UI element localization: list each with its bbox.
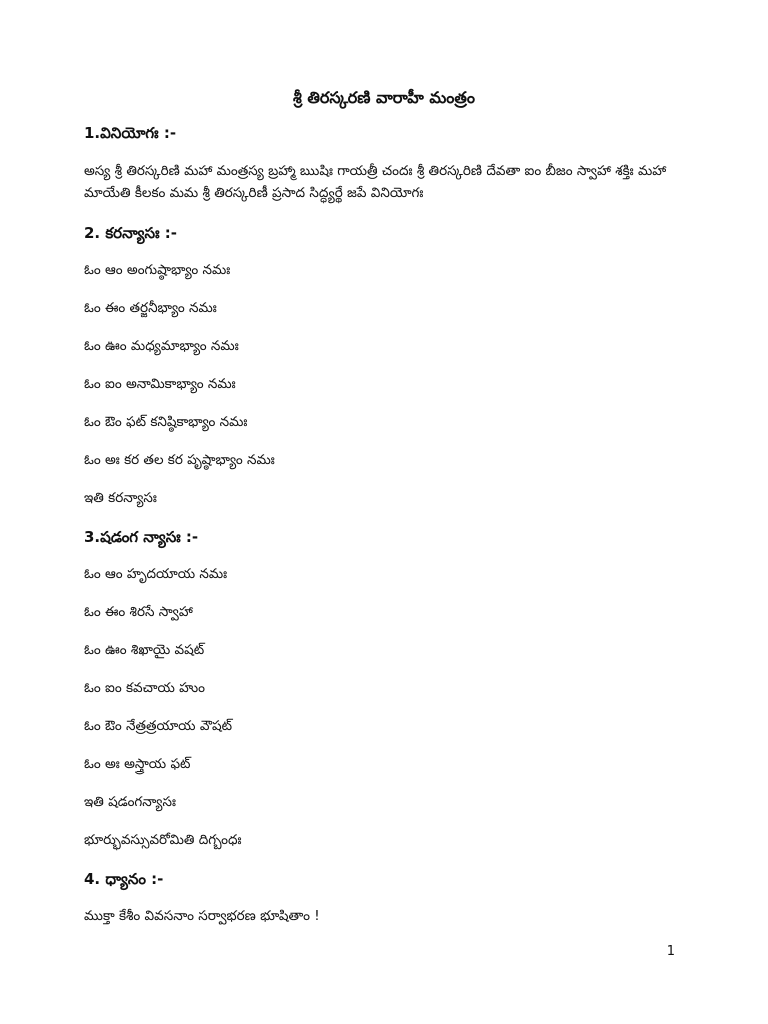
karanyasa-line: ఓం ఆం అంగుష్ఠాభ్యాం నమః <box>84 262 231 278</box>
shadanga-line: ఓం ఊం శిఖాయై వషట్ <box>84 642 205 658</box>
page-number: 1 <box>666 944 675 959</box>
document-title: శ్రీ తిరస్కరణి వారాహీ మంత్రం <box>293 88 475 107</box>
shadanga-line: ఓం ఈం శిరసే స్వాహా <box>84 604 193 620</box>
dhyanam-line: ముక్తా కేశీం వివసనాం సర్వాభరణ భూషితాం ! <box>84 908 320 924</box>
document-body <box>84 122 694 944</box>
section-heading-dhyanam: 4. ధ్యానం :- <box>84 870 164 888</box>
karanyasa-line: ఓం ఊం మధ్యమాభ్యాం నమః <box>84 338 239 354</box>
karanyasa-line: ఓం అః కర తల కర పృష్ఠాభ్యాం నమః <box>84 452 275 468</box>
karanyasa-line: ఓం ఈం తర్జనీభ్యాం నమః <box>84 300 217 316</box>
shadanga-line: ఓం ఔం నేత్రత్రయాయ వౌషట్ <box>84 718 233 734</box>
shadanga-line: ఓం ఆం హృదయాయ నమః <box>84 566 228 582</box>
section-heading-karanyasa: 2. కరన్యాసః :- <box>84 224 177 242</box>
section-heading-viniyoga: 1.వినియోగః :- <box>84 124 177 142</box>
shadanga-line: ఇతి షడంగన్యాసః <box>84 794 176 810</box>
shadanga-line: ఓం ఐం కవచాయ హుం <box>84 680 205 696</box>
section-heading-shadanga-nyasa: 3.షడంగ న్యాసః :- <box>84 528 199 546</box>
viniyoga-paragraph: అస్య శ్రీ తిరస్కరిణి మహా మంత్రస్య బ్రహ్మా ఋషిః గాయత్రీ చందః శ్రీ తిరస్కరిణి దేవతా ఐం బీజం స్వాహా శక్తిః మహా మాయేతి కీలకం మమ శ్రీ తిరస్కరిణీ ప్రసాద సిద్ధ్యర్థే జపే వినియోగః <box>84 163 667 201</box>
shadanga-line: ఓం అః అస్త్రాయ ఫట్ <box>84 756 191 772</box>
shadanga-line: భూర్భువస్సువరోమితి దిగ్బంధః <box>84 832 242 848</box>
karanyasa-line: ఓం ఐం అనామికాభ్యాం నమః <box>84 376 236 392</box>
karanyasa-line: ఇతి కరన్యాసః <box>84 490 157 506</box>
karanyasa-line: ఓం ఔం ఫట్ కనిష్ఠికాభ్యాం నమః <box>84 414 248 430</box>
